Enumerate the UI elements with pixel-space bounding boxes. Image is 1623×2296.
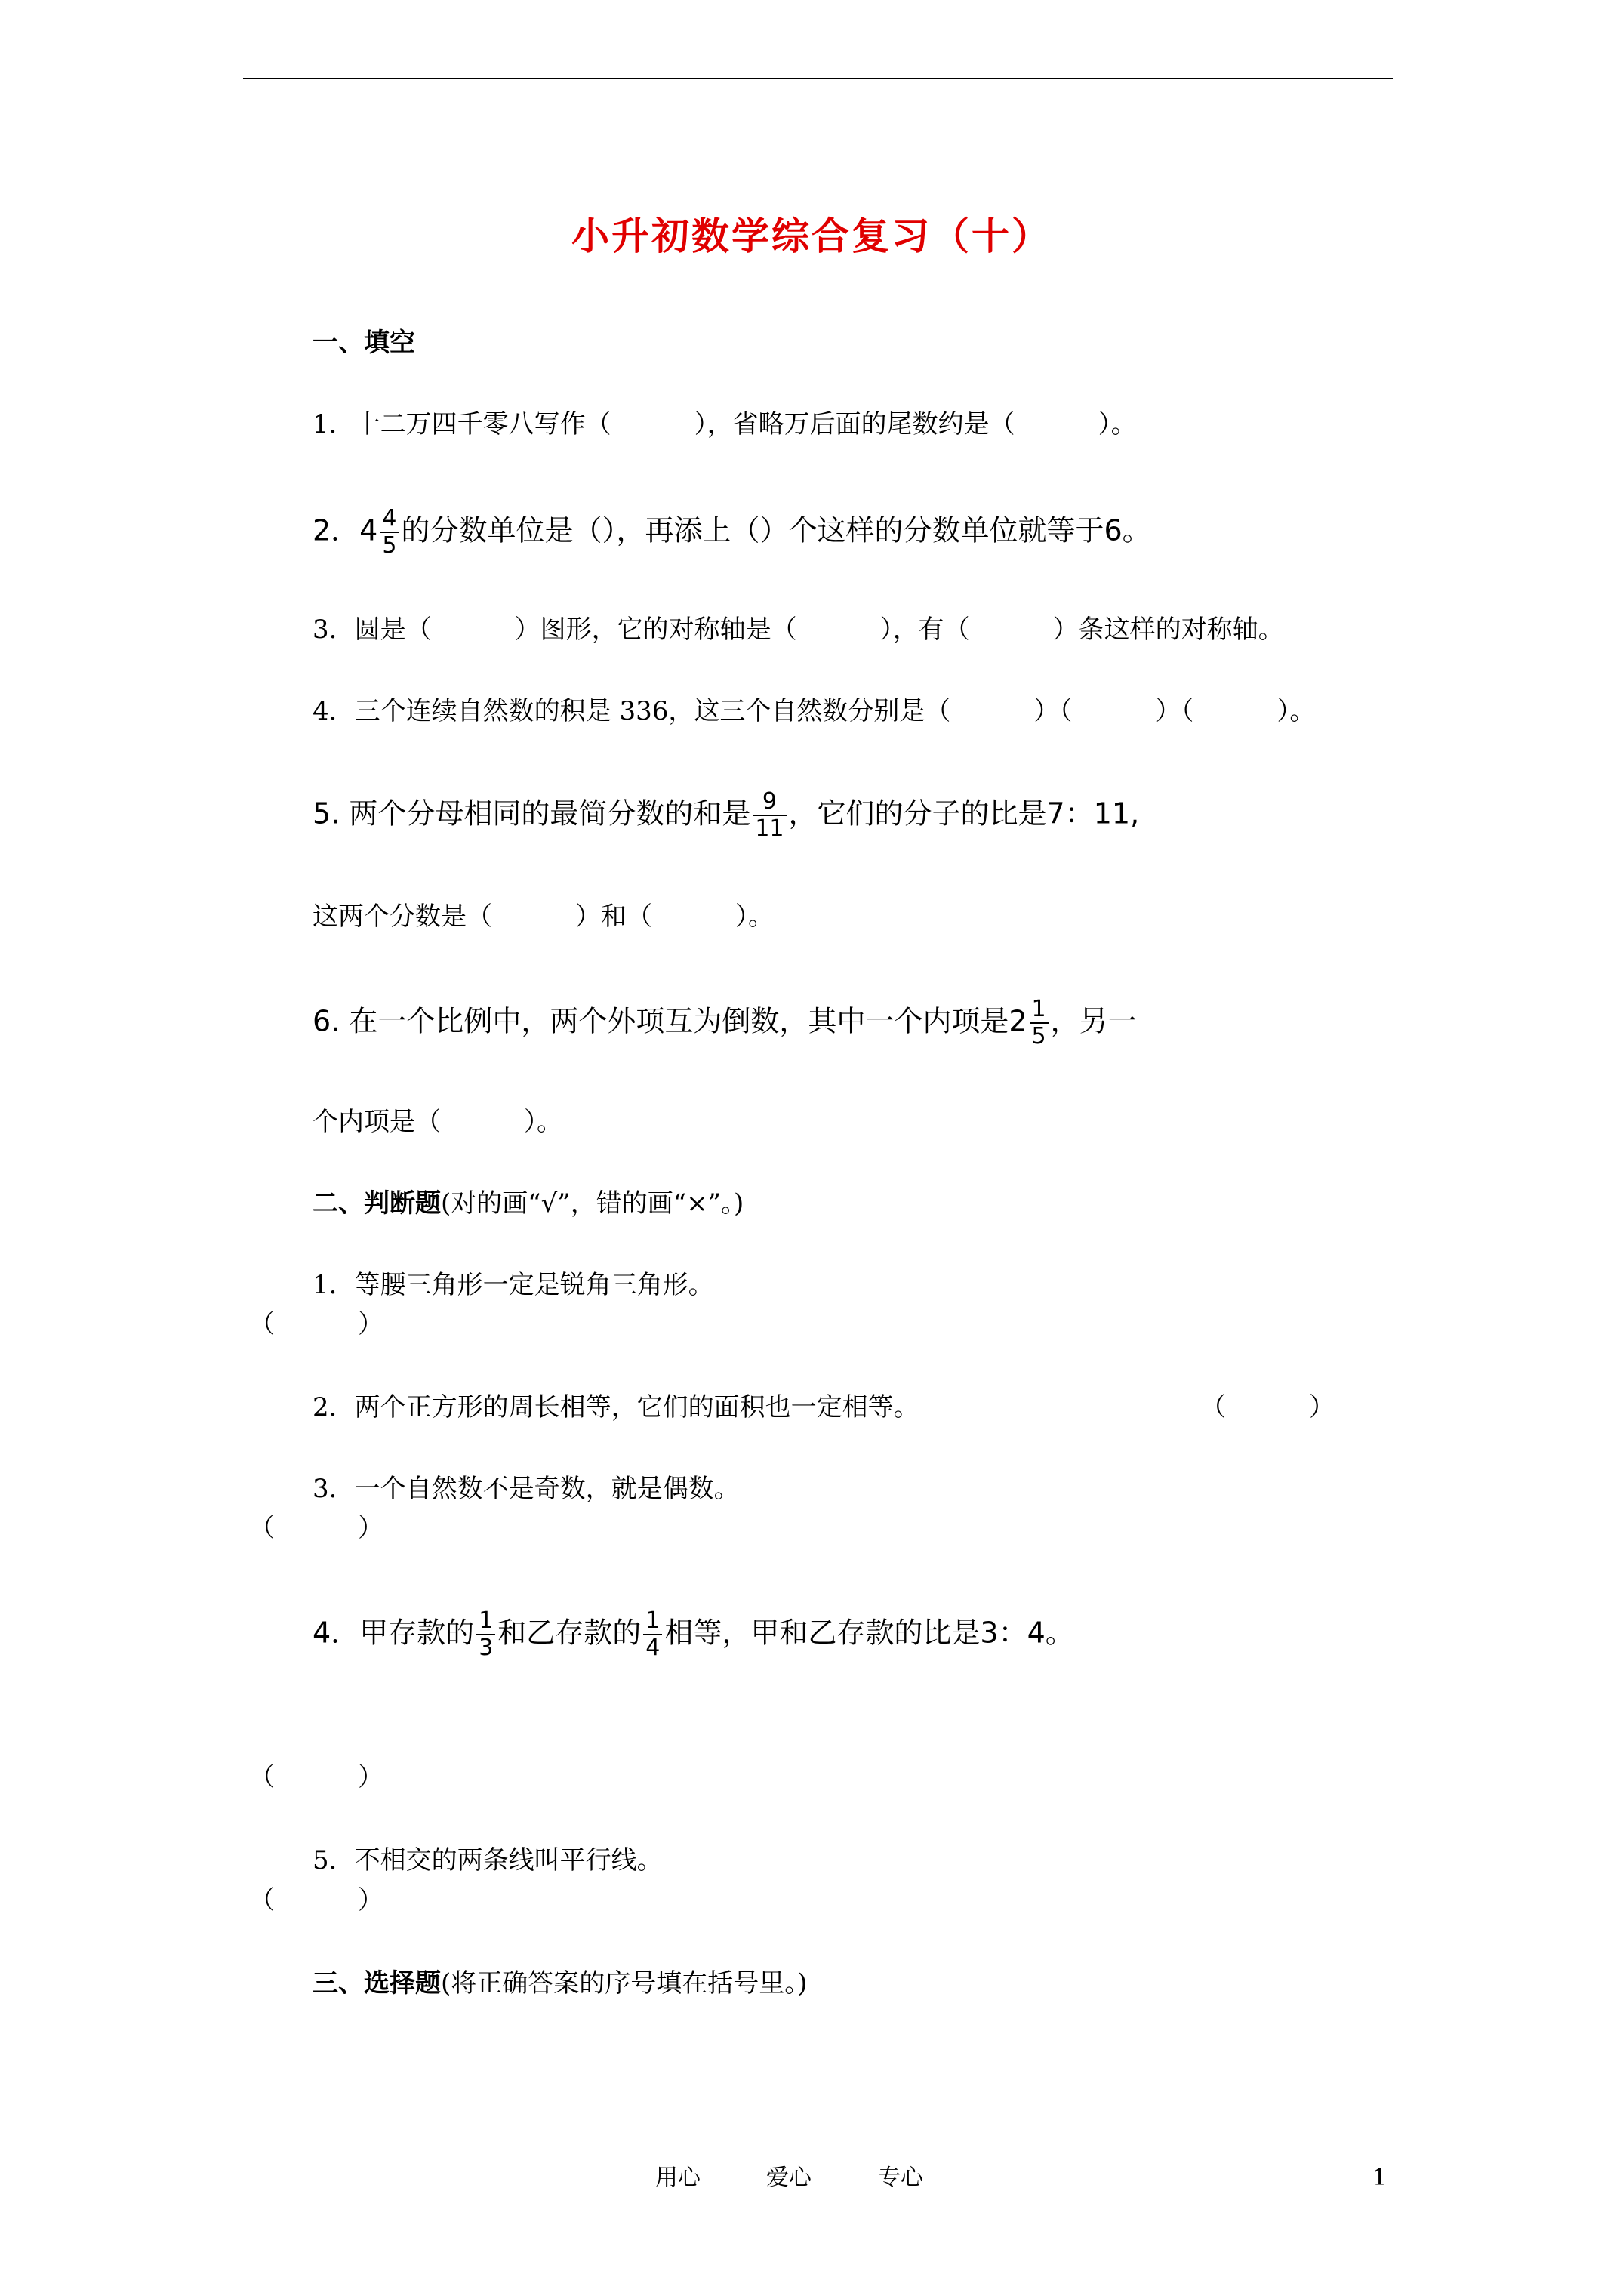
fraction: $\frac{1}{3}$ bbox=[476, 1608, 495, 1661]
fraction: $\frac{1}{4}$ bbox=[643, 1608, 662, 1661]
fill-question-1: 1．十二万四千零八写作（ ），省略万后面的尾数约是（ ）。 bbox=[313, 409, 1137, 439]
fill-question-3: 3．圆是（ ）图形，它的对称轴是（ ），有（ ）条这样的对称轴。 bbox=[313, 615, 1284, 645]
fill-question-6: 6. 在一个比例中，两个外项互为倒数，其中一个内项是2 $\frac{1}{5}$ ，另一 bbox=[313, 996, 1137, 1049]
judge-question-5: 5．不相交的两条线叫平行线。 bbox=[313, 1845, 663, 1875]
answer-bracket: （ ） bbox=[1200, 1392, 1335, 1422]
section-fill-heading: 一、填空 bbox=[313, 328, 415, 358]
fill-question-2: 2．4 $\frac{4}{5}$ 的分数单位是（），再添上（）个这样的分数单位就等于6。 bbox=[313, 505, 1151, 559]
header-rule bbox=[243, 78, 1393, 79]
answer-bracket: （ ） bbox=[249, 1762, 383, 1792]
answer-bracket: （ ） bbox=[249, 1309, 383, 1339]
footer-text-1: 用心 bbox=[655, 2165, 701, 2191]
page-number: 1 bbox=[1372, 2165, 1387, 2191]
answer-bracket: （ ） bbox=[249, 1885, 383, 1915]
judge-question-4: 4．甲存款的 $\frac{1}{3}$ 和乙存款的 $\frac{1}{4}$ 相等，甲和乙存款的比是3：4。 bbox=[313, 1607, 1074, 1661]
judge-question-2: 2．两个正方形的周长相等，它们的面积也一定相等。 bbox=[313, 1392, 919, 1422]
section-choice-heading: 三、选择题(将正确答案的序号填在括号里。) bbox=[313, 1968, 808, 1999]
fill-question-6-continued: 个内项是（ ）。 bbox=[313, 1107, 562, 1137]
judge-question-3: 3．一个自然数不是奇数，就是偶数。 bbox=[313, 1474, 740, 1504]
section-judge-heading: 二、判断题(对的画“√”，错的画“×”。) bbox=[313, 1188, 744, 1219]
fill-question-5-continued: 这两个分数是（ ）和（ ）。 bbox=[313, 901, 774, 932]
footer-text-3: 专心 bbox=[878, 2165, 923, 2191]
fraction: $\frac{4}{5}$ bbox=[380, 506, 399, 559]
fraction: $\frac{1}{5}$ bbox=[1030, 997, 1049, 1049]
page-title: 小升初数学综合复习（十） bbox=[571, 214, 1052, 258]
footer-text-2: 爱心 bbox=[766, 2165, 812, 2191]
judge-question-1: 1．等腰三角形一定是锐角三角形。 bbox=[313, 1270, 714, 1300]
fill-question-4: 4．三个连续自然数的积是 336，这三个自然数分别是（ ）（ ）（ ）。 bbox=[313, 696, 1316, 726]
fill-question-5: 5. 两个分母相同的最简分数的和是 $\frac{9}{11}$ ，它们的分子的比是7：11, bbox=[313, 788, 1140, 842]
fraction: $\frac{9}{11}$ bbox=[753, 789, 786, 842]
answer-bracket: （ ） bbox=[249, 1513, 383, 1543]
